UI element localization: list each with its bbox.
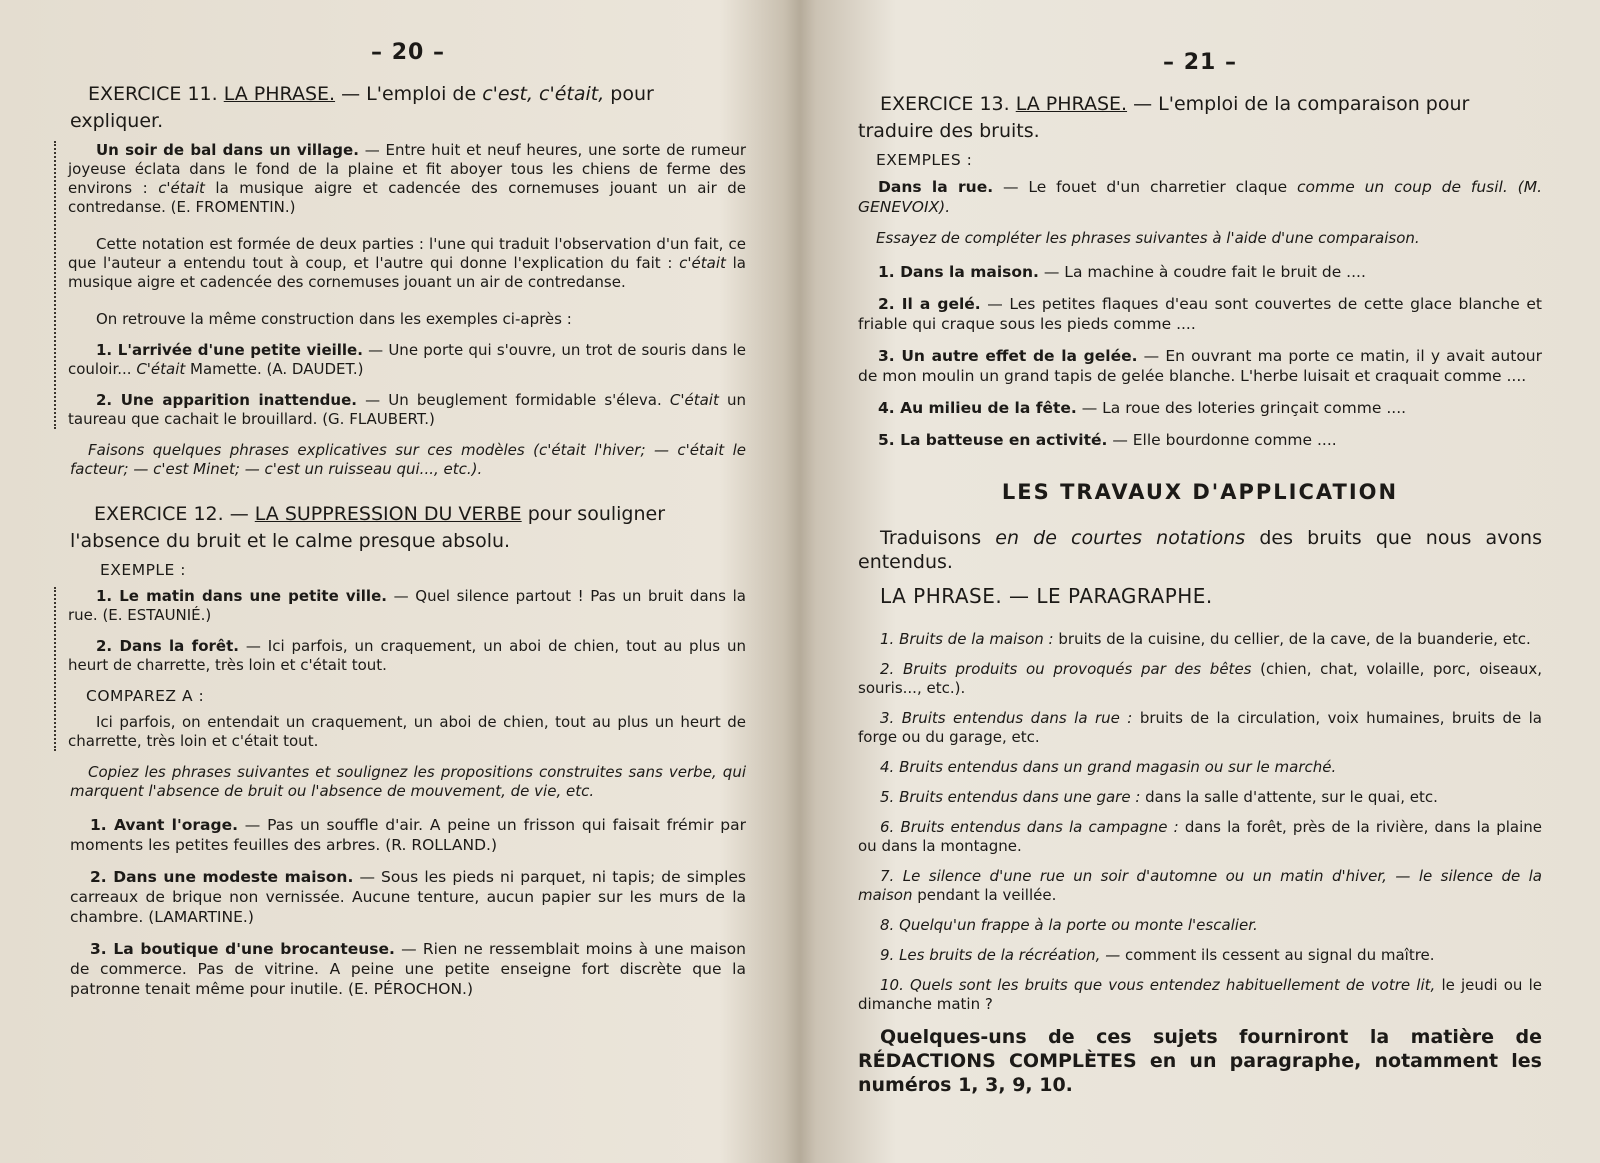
list-item: 4. Bruits entendus dans un grand magasin ou sur le marché. bbox=[880, 758, 1337, 776]
page-number: – 21 – bbox=[1163, 50, 1237, 75]
exercise-13-title: EXERCICE 13. LA PHRASE. — L'emploi de la comparaison pour traduire des bruits. bbox=[858, 93, 1470, 142]
exercise-11-bracket bbox=[54, 141, 746, 429]
exercise-12-question-2: 2. Dans une modeste maison. — Sous les pieds ni parquet, ni tapis; de simples carreaux de brique non vernissée. Aucune tenture, aucun papier sur les murs de la chambre. (LAMARTINE.) bbox=[70, 868, 747, 926]
page-number: – 20 – bbox=[371, 40, 445, 65]
list-item: 7. Le silence d'une rue un soir d'automne ou un matin d'hiver, — le silence de la maison pendant la veillée. bbox=[858, 867, 1542, 904]
exercise-13-question-2: 2. Il a gelé. — Les petites flaques d'eau sont couvertes de cette glace blanche et friable qui craque sous les pieds comme .... bbox=[858, 295, 1542, 333]
exercise-12-bracket bbox=[54, 587, 746, 751]
list-item: 1. Bruits de la maison : bruits de la cuisine, du cellier, de la cave, de la buanderie, etc. bbox=[880, 630, 1531, 648]
exercise-12-title: EXERCICE 12. — LA SUPPRESSION DU VERBE pour souligner l'absence du bruit et le calme presque absolu. bbox=[70, 503, 666, 552]
exercise-13-question-5: 5. La batteuse en activité. — Elle bourdonne comme .... bbox=[878, 431, 1337, 449]
exercise-12-label: EXEMPLE : bbox=[100, 561, 187, 579]
exercise-13-question-1: 1. Dans la maison. — La machine à coudre fait le bruit de .... bbox=[878, 263, 1366, 281]
exercise-11-example: Un soir de bal dans un village. — Entre huit et neuf heures, une sorte de rumeur joyeuse éclata dans le fond de la plaine et fit aboyer tous les chiens de ferme des environs : c'était la musique aigre et cadencée des cornemuses jouant un air de contredanse. (E. FROMENTIN.) bbox=[68, 141, 746, 216]
list-item: 9. Les bruits de la récréation, — comment ils cessent au signal du maître. bbox=[880, 946, 1435, 964]
exercise-12-compare: Ici parfois, on entendait un craquement, un aboi de chien, tout au plus un heurt de charrette, très loin et c'était tout. bbox=[68, 713, 746, 750]
list-item: 6. Bruits entendus dans la campagne : dans la forêt, près de la rivière, dans la plaine ou dans la montagne. bbox=[858, 818, 1542, 855]
subtitle: LA PHRASE. — LE PARAGRAPHE. bbox=[880, 584, 1213, 608]
exercise-12-item-2: 2. Dans la forêt. — Ici parfois, un craquement, un aboi de chien, tout au plus un heurt de charrette, très loin et c'était tout. bbox=[68, 637, 746, 674]
exercise-13-question-3: 3. Un autre effet de la gelée. — En ouvrant ma porte ce matin, il y avait autour de mon moulin un grand tapis de gelée blanche. L'herbe luisait et craquait comme .... bbox=[858, 347, 1542, 385]
exercise-11-item-2: 2. Une apparition inattendue. — Un beuglement formidable s'éleva. C'était un taureau que cachait le brouillard. (G. FLAUBERT.) bbox=[68, 391, 747, 428]
exercise-11-notation: Cette notation est formée de deux parties : l'une qui traduit l'observation d'un fait, ce que l'auteur a entendu tout à coup, et l'autre qui donne l'explication du fait : c'était la musique aigre et cadencée des cornemuses jouant un air de contredanse. bbox=[68, 235, 746, 291]
exercise-13-example: Dans la rue. — Le fouet d'un charretier claque comme un coup de fusil. (M. GENEVOIX). bbox=[858, 178, 1543, 216]
exercise-13-question-4: 4. Au milieu de la fête. — La roue des loteries grinçait comme .... bbox=[878, 399, 1407, 417]
list-item: 8. Quelqu'un frappe à la porte ou monte l'escalier. bbox=[880, 916, 1258, 934]
list-item: 5. Bruits entendus dans une gare : dans la salle d'attente, sur le quai, etc. bbox=[880, 788, 1438, 806]
application-intro: Traduisons en de courtes notations des bruits que nous avons entendus. bbox=[858, 527, 1542, 573]
exercise-11-instruction: Faisons quelques phrases explicatives sur ces modèles (c'était l'hiver; — c'était le facteur; — c'est Minet; — c'est un ruisseau qui..., etc.). bbox=[70, 441, 747, 478]
exercise-12-compare-label: COMPAREZ A : bbox=[86, 687, 205, 705]
list-item: 2. Bruits produits ou provoqués par des bêtes (chien, chat, volaille, porc, oiseaux, souris..., etc.). bbox=[858, 660, 1542, 697]
right-page bbox=[820, 0, 1600, 1163]
exercise-12-question-3: 3. La boutique d'une brocanteuse. — Rien ne ressemblait moins à une maison de commerce. Pas de vitrine. A peine une petite enseigne fort discrète que la patronne tenait même pour inutile. (E. PÉROCHON.) bbox=[70, 940, 746, 998]
exercise-11-title: EXERCICE 11. LA PHRASE. — L'emploi de c'est, c'était, pour expliquer. bbox=[70, 83, 654, 132]
list-item: 10. Quels sont les bruits que vous entendez habituellement de votre lit, le jeudi ou le dimanche matin ? bbox=[858, 976, 1542, 1013]
exercise-11-retrouve: On retrouve la même construction dans les exemples ci-après : bbox=[96, 310, 572, 328]
exercise-13-label: EXEMPLES : bbox=[876, 151, 973, 169]
exercise-12-question-1: 1. Avant l'orage. — Pas un souffle d'air. A peine un frisson qui faisait frémir par moments les petites feuilles des arbres. (R. ROLLAND.) bbox=[70, 816, 746, 854]
left-page bbox=[0, 0, 790, 1163]
section-title: LES TRAVAUX D'APPLICATION bbox=[1001, 480, 1399, 504]
exercise-11-item-1: 1. L'arrivée d'une petite vieille. — Une porte qui s'ouvre, un trot de souris dans le couloir... C'était Mamette. (A. DAUDET.) bbox=[68, 341, 746, 378]
final-note: Quelques-uns de ces sujets fourniront la matière de RÉDACTIONS COMPLÈTES en un paragraphe, notamment les numéros 1, 3, 9, 10. bbox=[858, 1026, 1542, 1096]
topic-list bbox=[858, 630, 1542, 1014]
exercise-13-instruction: Essayez de compléter les phrases suivantes à l'aide d'une comparaison. bbox=[876, 229, 1420, 247]
exercise-12-instruction: Copiez les phrases suivantes et soulignez les propositions construites sans verbe, qui marquent l'absence de bruit ou l'absence de mouvement, de vie, etc. bbox=[70, 763, 746, 800]
list-item: 3. Bruits entendus dans la rue : bruits de la circulation, voix humaines, bruits de la forge ou du garage, etc. bbox=[858, 709, 1542, 746]
exercise-12-item-1: 1. Le matin dans une petite ville. — Quel silence partout ! Pas un bruit dans la rue. (E. ESTAUNIÉ.) bbox=[68, 587, 746, 624]
